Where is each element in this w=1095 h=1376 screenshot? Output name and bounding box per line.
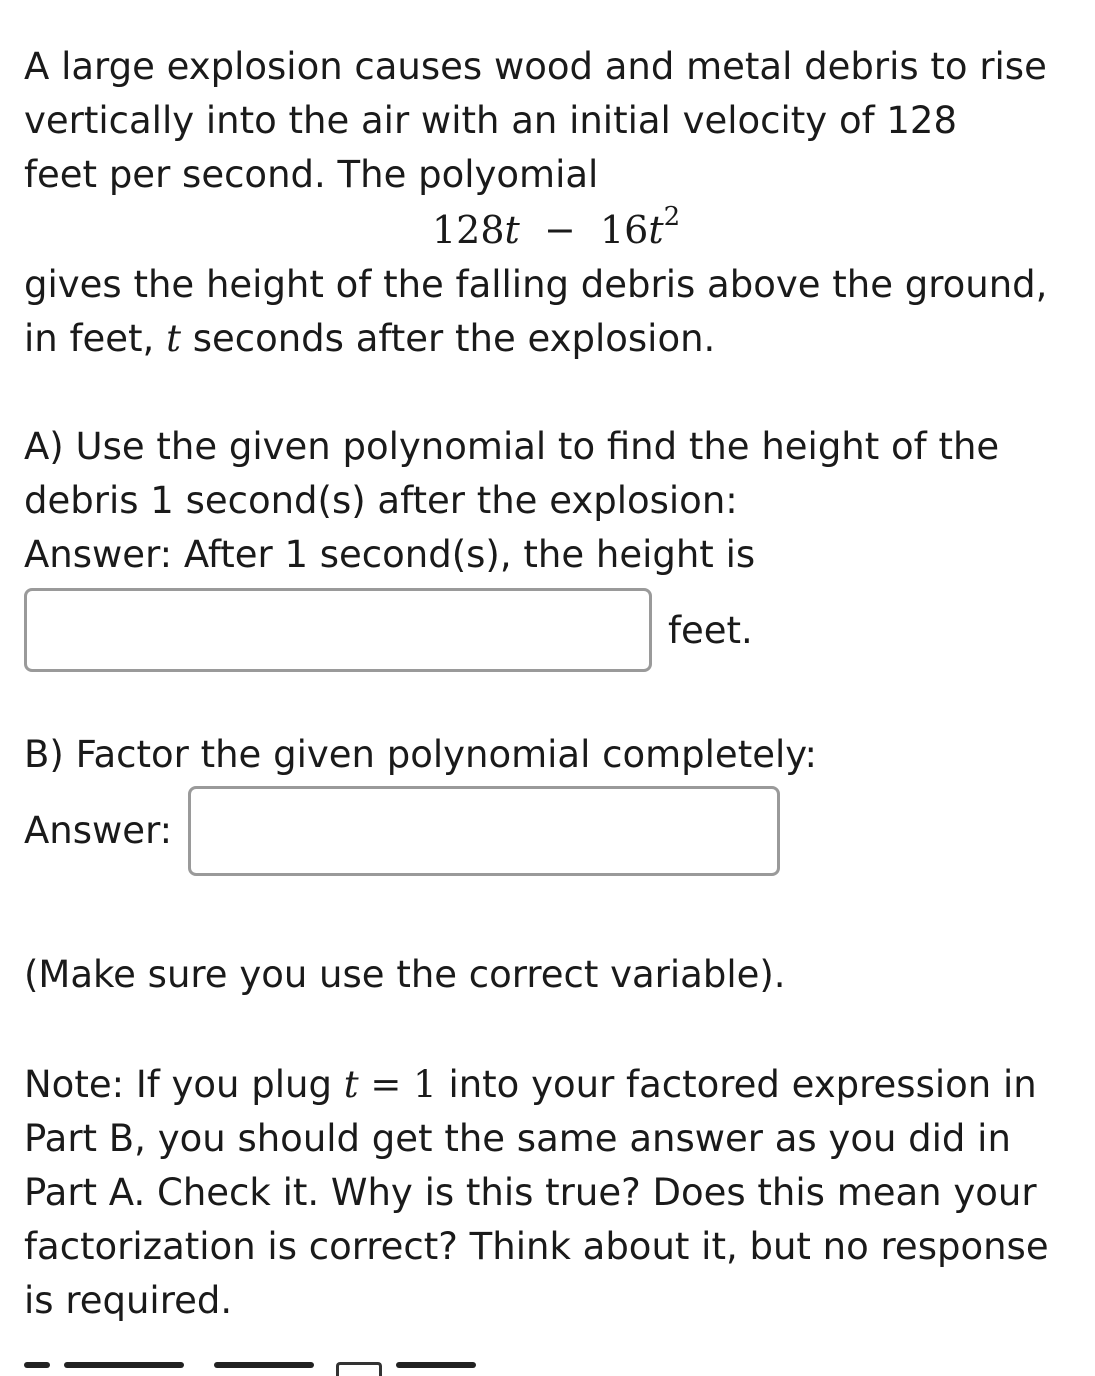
note-line-2: Part B, you should get the same answer as you did in — [24, 1117, 1011, 1160]
note-paragraph — [24, 1058, 1084, 1328]
part-b-question: B) Factor the given polynomial completely: — [24, 733, 817, 776]
intro-line-5: in feet, t seconds after the explosion. — [24, 317, 716, 360]
height-answer-input[interactable] — [24, 588, 652, 672]
polynomial-formula: $128t - 16t^2$ — [432, 202, 681, 252]
problem-content — [24, 40, 1084, 1328]
part-b-answer-label: Answer: — [24, 809, 173, 852]
cut-off-text-fragment — [24, 1362, 50, 1368]
note-line-4: factorization is correct? Think about it, but no response — [24, 1225, 1049, 1268]
intro-line-4: gives the height of the falling debris above the ground, — [24, 263, 1048, 306]
cut-off-text-fragment — [396, 1362, 476, 1368]
note-line-5: is required. — [24, 1279, 233, 1322]
variable-reminder: (Make sure you use the correct variable). — [24, 953, 786, 996]
intro-line-1: A large explosion causes wood and metal debris to rise — [24, 45, 1047, 88]
intro-line-3: feet per second. The polyomial — [24, 153, 599, 196]
note-line-1: Note: If you plug t = 1 into your factored expression in — [24, 1063, 1037, 1106]
factored-answer-input[interactable] — [188, 786, 780, 876]
part-a-answer-label: Answer: After 1 second(s), the height is — [24, 533, 756, 576]
intro-paragraph — [24, 40, 1084, 202]
part-a-question — [24, 420, 1084, 582]
part-b-answer-row — [24, 786, 1084, 876]
note-line-3: Part A. Check it. Why is this true? Does this mean your — [24, 1171, 1037, 1214]
cut-off-bottom-row — [24, 1356, 484, 1376]
part-a-line-1: A) Use the given polynomial to find the height of the — [24, 425, 1000, 468]
cut-off-text-fragment — [64, 1362, 184, 1368]
intro-line-2: vertically into the air with an initial velocity of 128 — [24, 99, 958, 142]
cut-off-video-icon[interactable] — [336, 1362, 382, 1376]
part-a-answer-row — [24, 588, 1084, 672]
feet-unit-label: feet. — [668, 608, 753, 652]
part-a-line-2: debris 1 second(s) after the explosion: — [24, 479, 738, 522]
cut-off-text-fragment — [214, 1362, 314, 1368]
intro-paragraph-continued — [24, 258, 1084, 366]
